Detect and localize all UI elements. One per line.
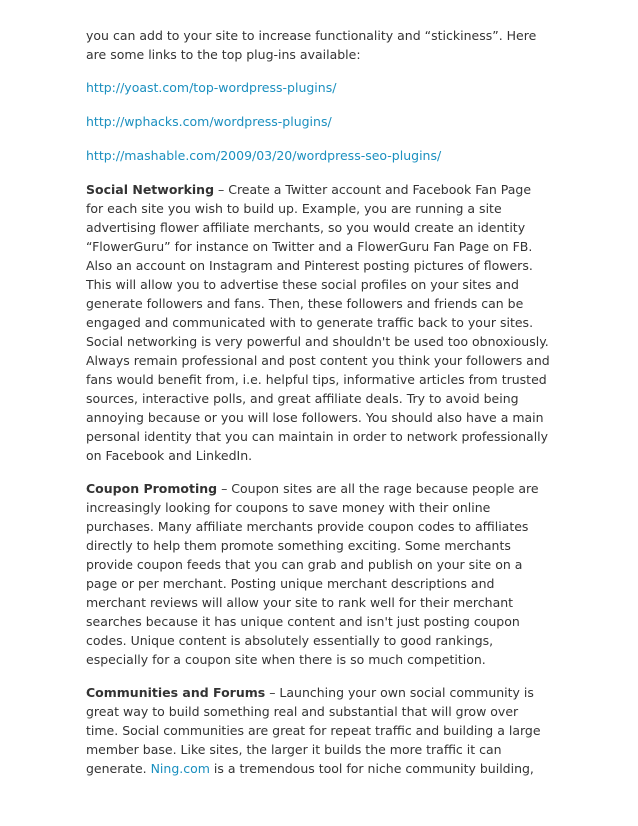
link-paragraph-yoast: [86, 78, 550, 97]
coupon-promoting-paragraph: [86, 479, 550, 669]
coupon-promoting-term: Coupon Promoting: [86, 481, 218, 496]
link-ning[interactable]: Ning.com: [150, 761, 210, 776]
social-networking-term: Social Networking: [86, 182, 215, 197]
intro-paragraph: you can add to your site to increase functionality and “stickiness”. Here are some links to the top plug-ins available:: [86, 28, 537, 62]
link-paragraph-mashable: [86, 146, 550, 165]
link-yoast[interactable]: http://yoast.com/top-wordpress-plugins/: [86, 80, 337, 95]
link-paragraph-wphacks: [86, 112, 550, 131]
link-wphacks[interactable]: http://wphacks.com/wordpress-plugins/: [86, 114, 332, 129]
communities-forums-body-after: is a tremendous tool for niche community building,: [209, 761, 534, 776]
communities-forums-term: Communities and Forums: [86, 685, 266, 700]
communities-forums-paragraph: [86, 683, 550, 778]
social-networking-body: Create a Twitter account and Facebook Fan Page for each site you wish to build up. Example, you are running a site advertising flower affiliate merchants, so you would create an identity “FlowerGuru” for instance on Twitter and a FlowerGuru Fan Page on FB. Also an account on Instagram and Pinterest posting pictures of flowers. This will allow you to advertise these social profiles on your sites and generate followers and fans. Then, these followers and friends can be engaged and communicated with to generate traffic back to your sites. Social networking is very powerful and shouldn't be used too obnoxiously. Always remain professional and post content you think your followers and fans would benefit from, i.e. helpful tips, informative articles from trusted sources, interactive polls, and great affiliate deals. Try to avoid being annoying because or you will lose followers. You should also have a main personal identity that you can maintain in order to network professionally on Facebook and LinkedIn.: [86, 182, 550, 463]
communities-forums-body-before: Launching your own social community is great way to build something real and substantial that will grow over time. Social communities are great for repeat traffic and building a large member base. Like sites, the larger it builds the more traffic it can generate.: [86, 685, 541, 776]
coupon-promoting-body: Coupon sites are all the rage because people are increasingly looking for coupons to save money with their online purchases. Many affiliate merchants provide coupon codes to affiliates directly to help them promote something exciting. Some merchants provide coupon feeds that you can grab and publish on your site on a page or per merchant. Posting unique merchant descriptions and merchant reviews will allow your site to rank well for their merchant searches because it has unique content and isn't just posting coupon codes. Unique content is absolutely essentially to good rankings, especially for a coupon site when there is so much competition.: [86, 481, 539, 667]
document-page: [86, 26, 550, 792]
social-networking-separator: –: [214, 182, 229, 197]
link-mashable[interactable]: http://mashable.com/2009/03/20/wordpress-seo-plugins/: [86, 148, 442, 163]
social-networking-paragraph: [86, 180, 550, 465]
coupon-promoting-separator: –: [217, 481, 232, 496]
communities-forums-separator: –: [265, 685, 280, 700]
